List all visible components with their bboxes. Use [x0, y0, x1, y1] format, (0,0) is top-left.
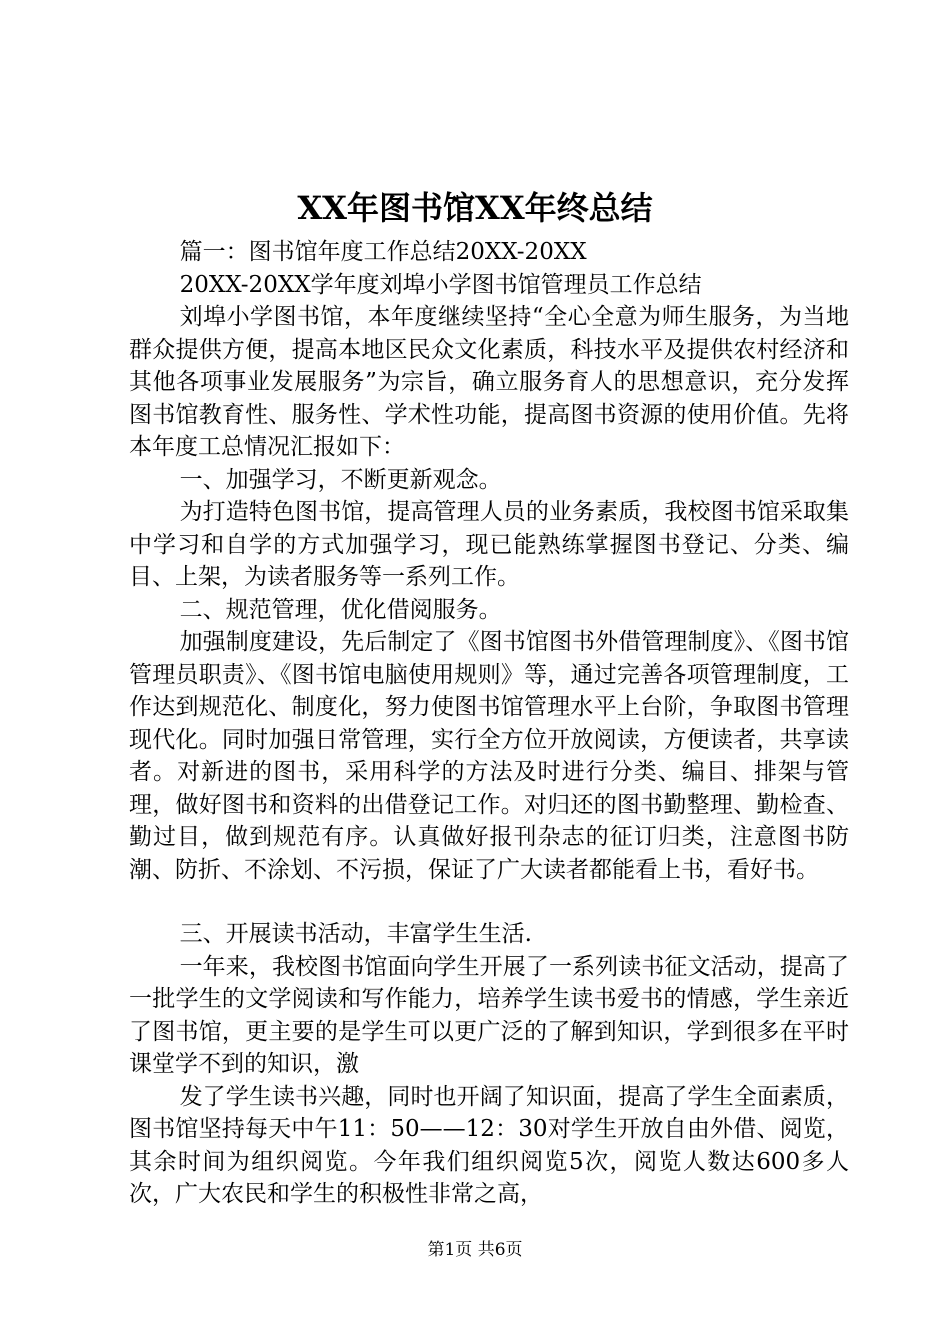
paragraph-heading-1: 一、加强学习，不断更新观念。	[179, 466, 502, 493]
paragraph-section-heading: 篇一：图书馆年度工作总结20XX-20XX	[179, 239, 587, 265]
paragraph-heading-3: 三、开展读书活动，丰富学生生活.	[179, 921, 532, 947]
paragraph-body-4: 发了学生读书兴趣，同时也开阔了知识面，提高了学生全面素质，图书馆坚持每天中午11：50——12：30对学生开放自由外借、阅览，其余时间为组织阅览。今年我们组织阅览5次，阅览人数达600多人次，广大农民和学生的积极性非常之高，	[129, 1083, 849, 1207]
page-indicator: 第1页 共6页	[427, 1240, 523, 1260]
document-title: XX年图书馆XX年终总结	[297, 189, 653, 227]
page-footer	[0, 1238, 950, 1262]
paragraph-heading-2: 二、规范管理，优化借阅服务。	[179, 596, 502, 623]
paragraph-body-2: 加强制度建设，先后制定了《图书馆图书外借管理制度》、《图书馆管理员职责》、《图书馆电脑使用规则》等，通过完善各项管理制度，工作达到规范化、制度化，努力使图书馆管理水平上台阶，争取图书管理现代化。同时加强日常管理，实行全方位开放阅读，方便读者，共享读者。对新进的图书，采用科学的方法及时进行分类、编目、排架与管理，做好图书和资料的出借登记工作。对归还的图书勤整理、勤检查、勤过目，做到规范有序。认真做好报刊杂志的征订归类，注意图书防潮、防折、不涂划、不污损，保证了广大读者都能看上书，看好书。	[129, 629, 849, 883]
paragraph-body-3: 一年来，我校图书馆面向学生开展了一系列读书征文活动，提高了一批学生的文学阅读和写作能力，培养学生读书爱书的情感，学生亲近了图书馆，更主要的是学生可以更广泛的了解到知识，学到很多在平时课堂学不到的知识，激	[129, 953, 849, 1077]
document-body	[129, 236, 849, 1211]
paragraph-body-1: 为打造特色图书馆，提高管理人员的业务素质，我校图书馆采取集中学习和自学的方式加强学习，现已能熟练掌握图书登记、分类、编目、上架，为读者服务等一系列工作。	[129, 499, 849, 590]
paragraph-intro: 刘埠小学图书馆，本年度继续坚持“全心全意为师生服务，为当地群众提供方便，提高本地区民众文化素质，科技水平及提供农村经济和其他各项事业发展服务”为宗旨，确立服务育人的思想意识，充分发挥图书馆教育性、服务性、学术性功能，提高图书资源的使用价值。先将本年度工总情况汇报如下：	[129, 304, 849, 460]
paragraph-subtitle: 20XX-20XX学年度刘埠小学图书馆管理员工作总结	[179, 271, 702, 298]
